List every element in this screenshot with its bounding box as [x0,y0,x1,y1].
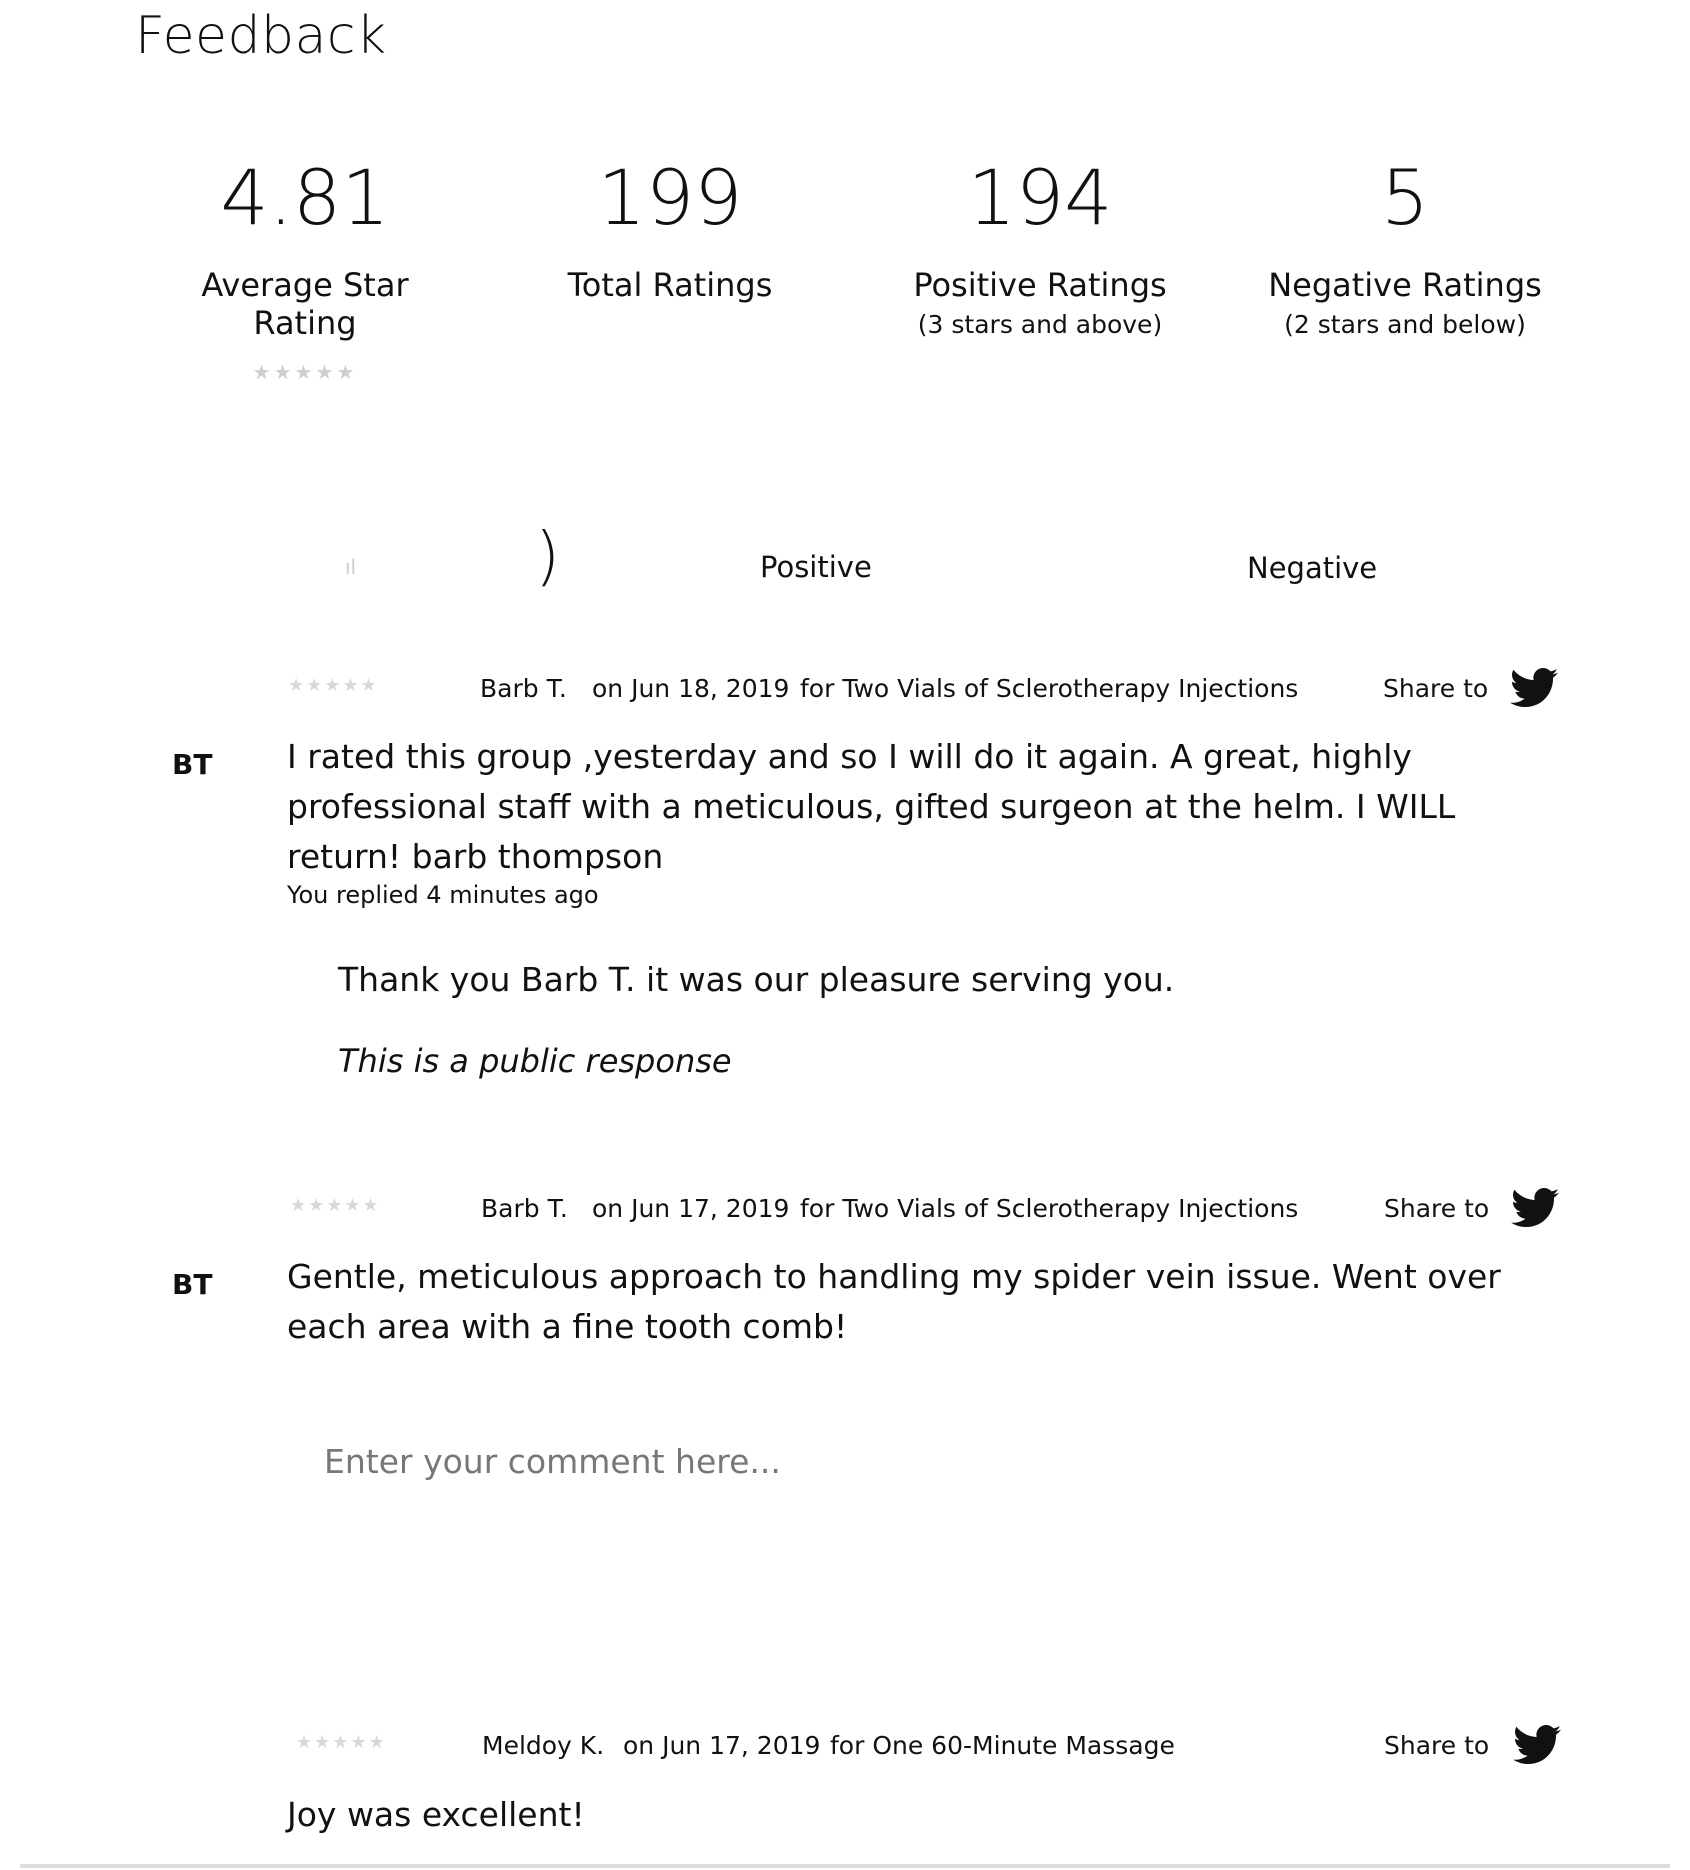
stat-label: Total Ratings [567,266,773,304]
review-service: for Two Vials of Sclerotherapy Injections [800,1194,1299,1223]
review-text: Joy was excellent! [287,1795,585,1834]
share-label: Share to [1384,1731,1490,1760]
page-title: Feedback [135,6,387,66]
stat-value: 4.81 [220,153,390,242]
review-service: for Two Vials of Sclerotherapy Injections [800,674,1299,703]
stat-value: 194 [967,153,1113,242]
reviewer-initials: BT [172,748,213,781]
reviewer-initials: BT [172,1268,213,1301]
twitter-icon[interactable] [1513,1725,1561,1765]
stat-value: 199 [597,153,743,242]
reply-text: Thank you Barb T. it was our pleasure serving you. [338,960,1175,999]
stat-label: Positive Ratings [913,266,1167,304]
star-rating-icon: ★★★★★ [252,360,358,384]
tab-all[interactable]: ) [535,520,560,594]
stat-sub: (3 stars and above) [917,310,1163,339]
tab-all-faint[interactable]: ıl [345,555,357,579]
review-author: Barb T. [480,674,567,703]
stat-positive-ratings [890,153,1190,339]
twitter-icon[interactable] [1511,1188,1559,1228]
review-author: Barb T. [481,1194,568,1223]
stat-label: Average Star Rating [201,266,409,342]
review-stars-icon: ★★★★★ [296,1732,387,1753]
tab-positive[interactable]: Positive [760,550,872,584]
stat-value: 5 [1380,153,1430,242]
review-stars-icon: ★★★★★ [288,675,379,696]
reply-meta: You replied 4 minutes ago [287,881,599,909]
stat-sub: (2 stars and below) [1284,310,1526,339]
review-date: on Jun 18, 2019 [592,674,790,703]
share-label: Share to [1383,674,1489,703]
review-text: Gentle, meticulous approach to handling my spider vein issue. Went over each area with a fine tooth comb! [287,1257,1501,1346]
review-date: on Jun 17, 2019 [623,1731,821,1760]
stat-label: Negative Ratings [1268,266,1542,304]
stat-total-ratings [540,153,800,304]
review-stars-icon: ★★★★★ [290,1195,381,1216]
review-author: Meldoy K. [482,1731,605,1760]
tab-negative[interactable]: Negative [1247,551,1378,585]
stat-negative-ratings [1250,153,1560,339]
review-service: for One 60-Minute Massage [830,1731,1175,1760]
comment-input[interactable] [322,1440,1566,1644]
stat-average-rating [150,153,460,384]
review-date: on Jun 17, 2019 [592,1194,790,1223]
reply-public-note: This is a public response [338,1042,732,1080]
review-text: I rated this group ,yesterday and so I will do it again. A great, highly professional staff with a meticulous, gifted surgeon at the helm. I WILL return! barb thompson [287,737,1456,876]
twitter-icon[interactable] [1510,668,1558,708]
footer-divider [20,1864,1670,1868]
share-label: Share to [1384,1194,1490,1223]
